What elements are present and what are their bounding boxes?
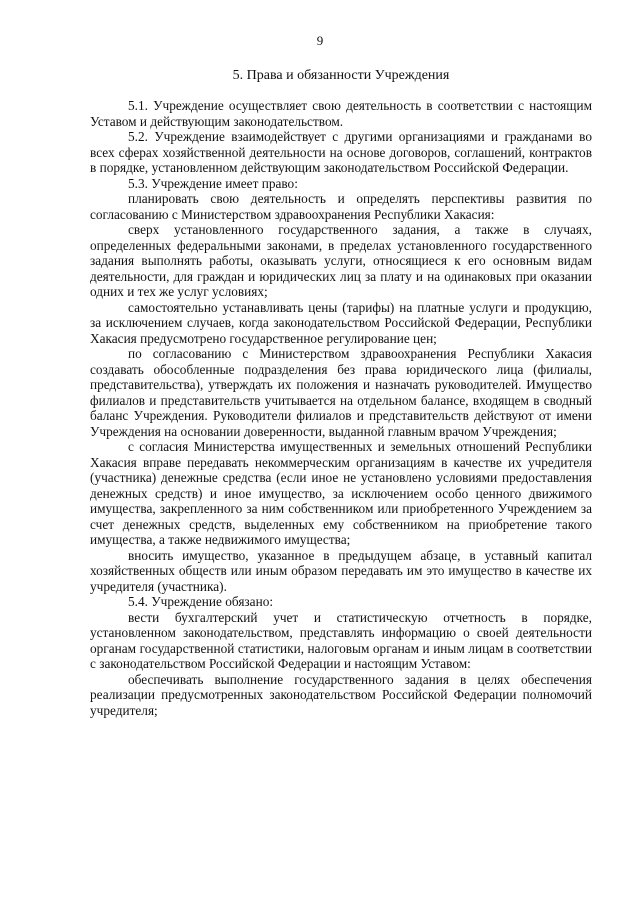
duty-accounting: вести бухгалтерский учет и статистическую отчетность в порядке, установленном законодательством, представлять информацию о своей деятельности органам государственной статистики, налоговым органам и иным лицам в соответствии с законодательством Российской Федерации и настоящим Уставом:	[90, 609, 592, 671]
clause-5-2: 5.2. Учреждение взаимодействует с другими организациями и гражданами во всех сферах хозяйственной деятельности на основе договоров, соглашений, контрактов в порядке, установленном действующим законодательством Российской Федерации.	[90, 129, 592, 175]
right-branches: по согласованию с Министерством здравоохранения Республики Хакасия создавать обособленные подразделения без права юридического лица (филиалы, представительства), утверждать их положения и назначать руководителей. Имущество филиалов и представительств учитывается на отдельном балансе, входящем в сводный баланс Учреждения. Руководители филиалов и представительств действуют от имени Учреждения на основании доверенности, выданной главным врачом Учреждения;	[90, 346, 592, 439]
right-paid-services: сверх установленного государственного задания, а также в случаях, определенных федеральными законами, в пределах установленного государственного задания выполнять работы, оказывать услуги, относящиеся к его основным видам деятельности, для граждан и юридических лиц за плату и на одинаковых при оказании одних и тех же услуг условиях;	[90, 222, 592, 299]
section-body	[90, 98, 592, 718]
right-pricing: самостоятельно устанавливать цены (тарифы) на платные услуги и продукцию, за исключением случаев, когда законодательством Российской Федерации, Республики Хакасия предусмотрено государственное регулирование цен;	[90, 299, 592, 346]
right-contribute-capital: вносить имущество, указанное в предыдущем абзаце, в уставный капитал хозяйственных обществ или иным образом передавать им это имущество в качестве их учредителя (участника).	[90, 547, 592, 594]
right-planning: планировать свою деятельность и определять перспективы развития по согласованию с Министерством здравоохранения Республики Хакасия:	[90, 191, 592, 222]
duty-state-assignment: обеспечивать выполнение государственного задания в целях обеспечения реализации предусмотренных законодательством Российской Федерации полномочий учредителя;	[90, 671, 592, 718]
section-title: 5. Права и обязанности Учреждения	[232, 68, 450, 83]
right-transfer-property: с согласия Министерства имущественных и земельных отношений Республики Хакасия вправе передавать некоммерческим организациям в качестве их учредителя (участника) денежные средства (если иное не установлено условиями предоставления денежных средств) и иное имущество, за исключением особо ценного движимого имущества, закрепленного за ним собственником или приобретенного Учреждением за счет денежных средств, выделенных ему собственником на приобретение такого имущества, а также недвижимого имущества;	[90, 439, 592, 547]
clause-5-1: 5.1. Учреждение осуществляет свою деятельность в соответствии с настоящим Уставом и действующим законодательством.	[90, 98, 592, 129]
clause-5-3: 5.3. Учреждение имеет право:	[128, 175, 298, 191]
page-number: 9	[316, 33, 324, 48]
clause-5-4: 5.4. Учреждение обязано:	[128, 594, 274, 609]
